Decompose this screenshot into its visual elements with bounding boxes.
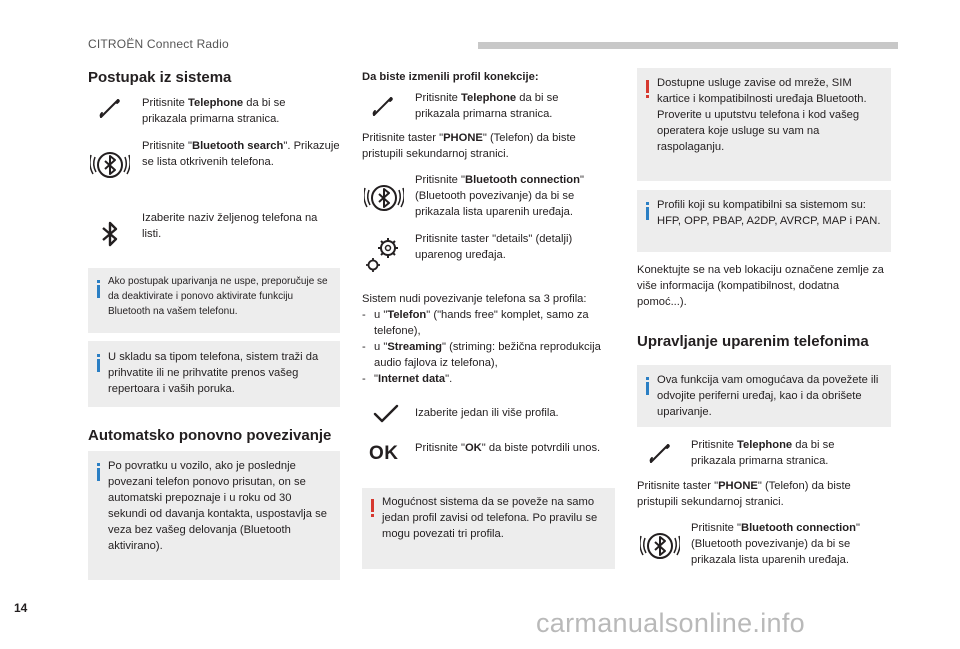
- info-text: Ako postupak uparivanja ne uspe, preporučuje se da deaktivirate i ponovo aktivirate funkciju Bluetooth na vašem telefonu.: [108, 276, 328, 317]
- info-marker-bar: [97, 359, 100, 372]
- col1-step2-text: Pritisnite "Bluetooth search". Prikazuje se lista otkrivenih telefona.: [142, 140, 340, 168]
- info-marker-bar: [97, 468, 100, 481]
- section-heading-system-pairing: Postupak iz sistema: [88, 69, 232, 86]
- phone-handset-icon: [98, 97, 122, 121]
- details-gears-icon: [364, 232, 406, 274]
- col1-step3-text: Izaberite naziv željenog telefona na listi.: [142, 212, 318, 240]
- info-marker: [646, 377, 649, 380]
- info-text: Po povratku u vozilo, ako je poslednje povezani telefon ponovo prisutan, on se automatski prepoznaje i u roku od 30 sekundi od davanja kontakta, uspostavlja se veza bez vašeg delovanja (Bluetooth aktivirano).: [108, 460, 327, 552]
- info-box-pairing-failure: [88, 268, 340, 333]
- info-box-auto-reconnect: [88, 451, 340, 580]
- list-item: - "Internet data".: [362, 371, 614, 387]
- section-heading-manage-paired: Upravljanje uparenim telefonima: [637, 333, 869, 350]
- warning-marker: [371, 514, 374, 517]
- col3-para1: Konektujte se na veb lokaciju označene zemlje za više informacija (kompatibilnost, dodatna pomoć...).: [637, 264, 884, 308]
- col2-para2: [362, 291, 614, 387]
- col2-step1-text: Pritisnite Telephone da bi se prikazala primarna stranica.: [415, 92, 559, 120]
- ok-button-glyph: OK: [369, 443, 399, 464]
- col2-step3-text: Pritisnite taster "details" (detalji) uparenog uređaja.: [415, 233, 573, 261]
- profiles-list: [362, 307, 614, 387]
- page-number: 14: [14, 601, 28, 615]
- manual-header-title: CITROËN Connect Radio: [88, 37, 229, 51]
- info-marker-bar: [97, 285, 100, 298]
- info-marker: [97, 463, 100, 466]
- col3-para2: Pritisnite taster "PHONE" (Telefon) da biste pristupili sekundarnoj stranici.: [637, 480, 851, 508]
- warning-marker-bar: [646, 80, 649, 93]
- info-text: Profili koji su kompatibilni sa sistemom su: HFP, OPP, PBAP, A2DP, AVRCP, MAP i PAN.: [657, 199, 881, 227]
- warning-box-profiles: [362, 488, 615, 569]
- bluetooth-icon: [100, 220, 120, 248]
- info-marker: [646, 202, 649, 205]
- col1-step1-text: Pritisnite Telephone da bi se prikazala primarna stranica.: [142, 97, 286, 125]
- subheading-change-profile: Da biste izmenili profil konekcije:: [362, 71, 539, 83]
- col2-step5-text: Pritisnite "OK" da biste potvrdili unos.: [415, 442, 601, 454]
- watermark: carmanualsonline.info: [536, 608, 805, 638]
- phone-handset-icon: [371, 95, 395, 119]
- list-item: - u "Streaming" (striming: bežična reprodukcija audio fajlova iz telefona),: [362, 339, 614, 371]
- warning-text: Mogućnost sistema da se poveže na samo jedan profil zavisi od telefona. Po pravilu se mogu povezati tri profila.: [382, 496, 598, 540]
- info-text: U skladu sa tipom telefona, sistem traži da prihvatite ili ne prihvatite prenos vašeg repertoara i vaših poruka.: [108, 351, 319, 395]
- col2-para1: Pritisnite taster "PHONE" (Telefon) da biste pristupili sekundarnoj stranici.: [362, 132, 576, 160]
- info-text: Ova funkcija vam omogućava da povežete ili odvojite periferni uređaj, kao i da obrišete uparivanje.: [657, 374, 879, 418]
- col2-step4-text: Izaberite jedan ili više profila.: [415, 407, 559, 419]
- warning-text: Dostupne usluge zavise od mreže, SIM kartice i kompatibilnosti uređaja Bluetooth. Proverite u uputstvu telefona i kod vašeg operatera koje usluge su vam na raspolaganju.: [657, 77, 867, 153]
- profiles-intro: Sistem nudi povezivanje telefona sa 3 profila:: [362, 293, 587, 305]
- col3-step1-text: Pritisnite Telephone da bi se prikazala primarna stranica.: [691, 439, 835, 467]
- col3-step2-text: Pritisnite "Bluetooth connection" (Bluetooth povezivanje) da bi se prikazala lista uparenih uređaja.: [691, 522, 860, 566]
- checkmark-icon: [373, 404, 399, 424]
- bluetooth-search-icon: [640, 524, 680, 564]
- bluetooth-search-icon: [90, 143, 130, 183]
- header-bar: [478, 42, 898, 49]
- info-box-repertoire-transfer: [88, 341, 340, 407]
- info-box-compatible-profiles: [637, 190, 891, 252]
- phone-handset-icon: [648, 442, 672, 466]
- info-marker-bar: [646, 207, 649, 220]
- warning-marker: [646, 95, 649, 98]
- warning-box-services: [637, 68, 891, 181]
- info-marker: [97, 354, 100, 357]
- col2-step2-text: Pritisnite "Bluetooth connection" (Bluetooth povezivanje) da bi se prikazala lista uparenih uređaja.: [415, 174, 584, 218]
- info-marker-bar: [646, 382, 649, 395]
- info-marker: [97, 280, 100, 283]
- list-item: - u "Telefon" ("hands free" komplet, samo za telefone),: [362, 307, 614, 339]
- bluetooth-search-icon: [364, 176, 404, 216]
- section-heading-auto-reconnect: Automatsko ponovno povezivanje: [88, 427, 332, 444]
- warning-marker-bar: [371, 499, 374, 512]
- info-box-manage: [637, 365, 891, 427]
